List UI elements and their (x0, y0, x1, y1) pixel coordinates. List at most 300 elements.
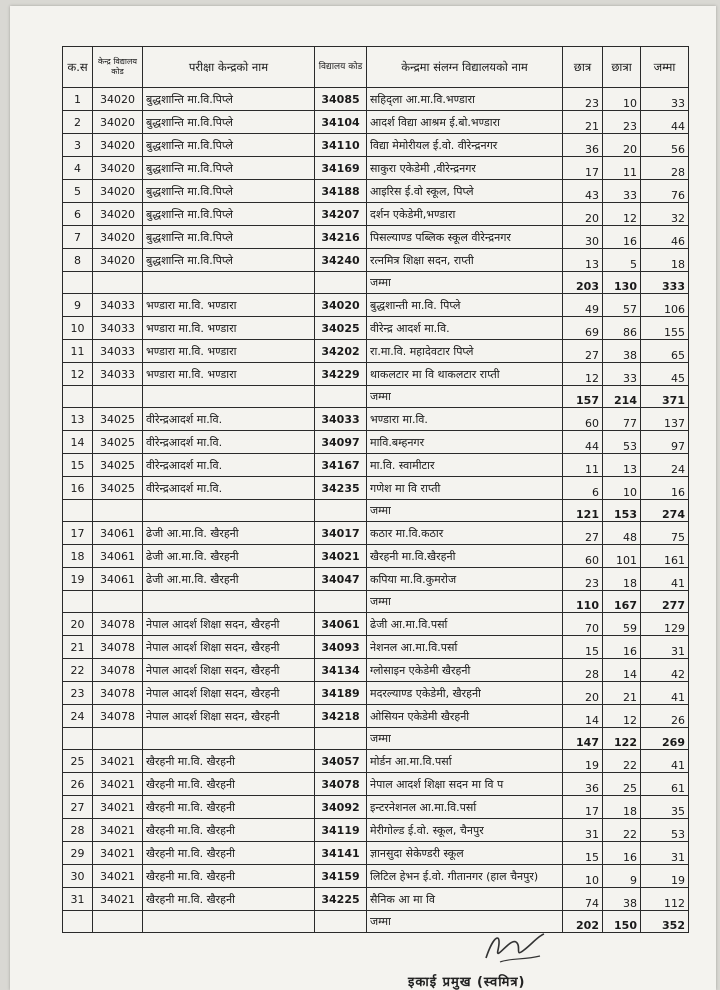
row-girls: 38 (603, 340, 641, 363)
row-school-code: 34097 (315, 431, 367, 454)
row-center-code: 34020 (93, 134, 143, 157)
row-boys: 28 (563, 659, 603, 682)
table-row (63, 888, 689, 911)
row-center-name: खैरहनी मा.वि. खैरहनी (143, 842, 315, 865)
row-school-name: ओसियन एकेडेमी खैरहनी (367, 705, 563, 728)
row-sn: 20 (63, 613, 93, 636)
total-girls: 167 (603, 591, 641, 613)
row-center-name: खैरहनी मा.वि. खैरहनी (143, 750, 315, 773)
row-center-name: खैरहनी मा.वि. खैरहनी (143, 796, 315, 819)
row-center-name: भण्डारा मा.वि. भण्डारा (143, 317, 315, 340)
row-girls: 18 (603, 796, 641, 819)
row-school-name: इन्टरनेशनल आ.मा.वि.पर्सा (367, 796, 563, 819)
total-blank-sn (63, 500, 93, 522)
row-boys: 19 (563, 750, 603, 773)
row-center-code: 34078 (93, 636, 143, 659)
table-row (63, 249, 689, 272)
total-total: 277 (641, 591, 689, 613)
row-sn: 17 (63, 522, 93, 545)
total-boys: 157 (563, 386, 603, 408)
row-girls: 18 (603, 568, 641, 591)
total-label: जम्मा (367, 911, 563, 933)
table-row (63, 682, 689, 705)
total-girls: 214 (603, 386, 641, 408)
row-sn: 18 (63, 545, 93, 568)
total-girls: 150 (603, 911, 641, 933)
table-row (63, 545, 689, 568)
row-total: 161 (641, 545, 689, 568)
row-center-code: 34078 (93, 613, 143, 636)
row-center-code: 34033 (93, 363, 143, 386)
row-school-code: 34207 (315, 203, 367, 226)
table-row (63, 636, 689, 659)
row-sn: 2 (63, 111, 93, 134)
row-boys: 30 (563, 226, 603, 249)
total-blank-code (93, 911, 143, 933)
row-school-name: सहिद्ला आ.मा.वि.भण्डारा (367, 88, 563, 111)
row-center-name: नेपाल आदर्श शिक्षा सदन, खैरहनी (143, 659, 315, 682)
row-sn: 27 (63, 796, 93, 819)
total-blank-school-code (315, 591, 367, 613)
row-girls: 16 (603, 842, 641, 865)
row-center-code: 34020 (93, 88, 143, 111)
row-total: 155 (641, 317, 689, 340)
header-row (63, 47, 689, 88)
row-girls: 10 (603, 88, 641, 111)
row-school-code: 34033 (315, 408, 367, 431)
row-center-name: बुद्धशान्ति मा.वि.पिप्ले (143, 249, 315, 272)
row-sn: 15 (63, 454, 93, 477)
row-boys: 20 (563, 203, 603, 226)
row-school-name: नेपाल आदर्श शिक्षा सदन मा वि प (367, 773, 563, 796)
row-sn: 26 (63, 773, 93, 796)
row-sn: 19 (63, 568, 93, 591)
total-blank-center (143, 386, 315, 408)
table-row (63, 819, 689, 842)
table-row (63, 340, 689, 363)
row-boys: 70 (563, 613, 603, 636)
row-total: 45 (641, 363, 689, 386)
row-boys: 43 (563, 180, 603, 203)
row-school-name: ज्ञानसुदा सेकेण्डरी स्कूल (367, 842, 563, 865)
row-center-code: 34025 (93, 408, 143, 431)
row-center-code: 34061 (93, 545, 143, 568)
row-total: 26 (641, 705, 689, 728)
table-row (63, 157, 689, 180)
total-blank-center (143, 500, 315, 522)
table-row (63, 796, 689, 819)
row-girls: 33 (603, 180, 641, 203)
total-blank-sn (63, 272, 93, 294)
table-row (63, 659, 689, 682)
group-total-row (63, 591, 689, 613)
row-center-code: 34020 (93, 203, 143, 226)
row-school-code: 34240 (315, 249, 367, 272)
row-school-code: 34134 (315, 659, 367, 682)
row-center-code: 34025 (93, 477, 143, 500)
row-school-name: वीरेन्द्र आदर्श मा.वि. (367, 317, 563, 340)
total-total: 352 (641, 911, 689, 933)
row-boys: 36 (563, 134, 603, 157)
row-center-name: ढेजी आ.मा.वि. खैरहनी (143, 568, 315, 591)
total-blank-sn (63, 591, 93, 613)
header-total: जम्मा (641, 47, 689, 88)
row-boys: 60 (563, 408, 603, 431)
table-row (63, 522, 689, 545)
row-total: 97 (641, 431, 689, 454)
row-center-name: बुद्धशान्ति मा.वि.पिप्ले (143, 203, 315, 226)
row-total: 75 (641, 522, 689, 545)
row-boys: 17 (563, 796, 603, 819)
row-school-name: गणेश मा वि राप्ती (367, 477, 563, 500)
row-center-name: नेपाल आदर्श शिक्षा सदन, खैरहनी (143, 613, 315, 636)
row-sn: 12 (63, 363, 93, 386)
row-girls: 101 (603, 545, 641, 568)
total-blank-code (93, 728, 143, 750)
total-boys: 121 (563, 500, 603, 522)
row-sn: 9 (63, 294, 93, 317)
total-girls: 153 (603, 500, 641, 522)
row-total: 35 (641, 796, 689, 819)
row-total: 129 (641, 613, 689, 636)
row-sn: 6 (63, 203, 93, 226)
row-school-code: 34119 (315, 819, 367, 842)
row-total: 24 (641, 454, 689, 477)
row-school-name: ग्लोसाइन एकेडेमी खैरहनी (367, 659, 563, 682)
row-sn: 25 (63, 750, 93, 773)
row-school-name: नेशनल आ.मा.वि.पर्सा (367, 636, 563, 659)
row-sn: 21 (63, 636, 93, 659)
row-center-name: खैरहनी मा.वि. खैरहनी (143, 773, 315, 796)
row-school-code: 34225 (315, 888, 367, 911)
row-school-name: कठार मा.वि.कठार (367, 522, 563, 545)
row-sn: 13 (63, 408, 93, 431)
row-center-code: 34025 (93, 431, 143, 454)
row-total: 56 (641, 134, 689, 157)
row-school-code: 34104 (315, 111, 367, 134)
table-row (63, 705, 689, 728)
row-sn: 28 (63, 819, 93, 842)
row-school-name: मा.वि. स्वामीटार (367, 454, 563, 477)
row-center-name: भण्डारा मा.वि. भण्डारा (143, 363, 315, 386)
row-girls: 53 (603, 431, 641, 454)
row-sn: 29 (63, 842, 93, 865)
total-blank-center (143, 591, 315, 613)
table-row (63, 454, 689, 477)
row-school-code: 34159 (315, 865, 367, 888)
table-row (63, 842, 689, 865)
table-row (63, 363, 689, 386)
row-center-name: वीरेन्द्रआदर्श मा.वि. (143, 431, 315, 454)
total-label: जम्मा (367, 386, 563, 408)
total-boys: 147 (563, 728, 603, 750)
total-total: 274 (641, 500, 689, 522)
row-school-code: 34202 (315, 340, 367, 363)
total-blank-school-code (315, 728, 367, 750)
row-center-code: 34025 (93, 454, 143, 477)
row-total: 41 (641, 568, 689, 591)
row-girls: 21 (603, 682, 641, 705)
total-blank-sn (63, 911, 93, 933)
row-school-code: 34057 (315, 750, 367, 773)
row-sn: 8 (63, 249, 93, 272)
row-sn: 24 (63, 705, 93, 728)
table-row (63, 317, 689, 340)
row-sn: 30 (63, 865, 93, 888)
unit-head-stamp: इकाई प्रमुख (स्वमित्र) (408, 975, 526, 990)
row-girls: 12 (603, 705, 641, 728)
total-boys: 202 (563, 911, 603, 933)
row-girls: 14 (603, 659, 641, 682)
row-boys: 20 (563, 682, 603, 705)
row-center-name: खैरहनी मा.वि. खैरहनी (143, 865, 315, 888)
row-center-name: बुद्धशान्ति मा.वि.पिप्ले (143, 180, 315, 203)
row-boys: 17 (563, 157, 603, 180)
row-girls: 48 (603, 522, 641, 545)
row-boys: 27 (563, 522, 603, 545)
row-girls: 23 (603, 111, 641, 134)
row-total: 44 (641, 111, 689, 134)
row-boys: 60 (563, 545, 603, 568)
row-girls: 25 (603, 773, 641, 796)
table-row (63, 226, 689, 249)
row-sn: 3 (63, 134, 93, 157)
row-girls: 9 (603, 865, 641, 888)
row-center-code: 34021 (93, 796, 143, 819)
row-school-code: 34092 (315, 796, 367, 819)
row-sn: 11 (63, 340, 93, 363)
row-school-name: मेरीगोल्ड ई.वो. स्कूल, चैनपुर (367, 819, 563, 842)
row-total: 137 (641, 408, 689, 431)
row-center-name: बुद्धशान्ति मा.वि.पिप्ले (143, 226, 315, 249)
row-total: 53 (641, 819, 689, 842)
row-center-name: वीरेन्द्रआदर्श मा.वि. (143, 477, 315, 500)
row-sn: 5 (63, 180, 93, 203)
row-school-code: 34218 (315, 705, 367, 728)
row-boys: 15 (563, 842, 603, 865)
row-boys: 49 (563, 294, 603, 317)
row-total: 42 (641, 659, 689, 682)
row-boys: 21 (563, 111, 603, 134)
row-girls: 77 (603, 408, 641, 431)
row-center-code: 34021 (93, 842, 143, 865)
row-total: 41 (641, 682, 689, 705)
total-blank-center (143, 728, 315, 750)
row-school-code: 34025 (315, 317, 367, 340)
total-blank-center (143, 911, 315, 933)
row-girls: 10 (603, 477, 641, 500)
total-blank-center (143, 272, 315, 294)
row-center-code: 34061 (93, 522, 143, 545)
row-school-name: विद्या मेमोरीयल ई.वो. वीरेन्द्रनगर (367, 134, 563, 157)
row-boys: 14 (563, 705, 603, 728)
row-boys: 44 (563, 431, 603, 454)
row-sn: 22 (63, 659, 93, 682)
table-row (63, 88, 689, 111)
row-center-name: ढेजी आ.मा.वि. खैरहनी (143, 545, 315, 568)
row-school-code: 34141 (315, 842, 367, 865)
row-girls: 16 (603, 636, 641, 659)
row-school-name: बुद्धशान्ती मा.वि. पिप्ले (367, 294, 563, 317)
row-center-code: 34021 (93, 819, 143, 842)
row-total: 31 (641, 636, 689, 659)
row-boys: 15 (563, 636, 603, 659)
row-school-name: साकुरा एकेडेमी ,वीरेन्द्रनगर (367, 157, 563, 180)
row-center-name: भण्डारा मा.वि. भण्डारा (143, 340, 315, 363)
header-sn: क.स (63, 47, 93, 88)
row-school-name: मोर्डन आ.मा.वि.पर्सा (367, 750, 563, 773)
row-center-code: 34078 (93, 659, 143, 682)
row-school-code: 34216 (315, 226, 367, 249)
total-girls: 130 (603, 272, 641, 294)
row-center-name: बुद्धशान्ति मा.वि.पिप्ले (143, 111, 315, 134)
table-row (63, 613, 689, 636)
header-boys: छात्र (563, 47, 603, 88)
table-row (63, 477, 689, 500)
row-center-code: 34061 (93, 568, 143, 591)
row-girls: 12 (603, 203, 641, 226)
row-school-code: 34020 (315, 294, 367, 317)
row-sn: 4 (63, 157, 93, 180)
header-school-name: केन्द्रमा संलग्न विद्यालयको नाम (367, 47, 563, 88)
row-total: 19 (641, 865, 689, 888)
total-blank-code (93, 272, 143, 294)
row-school-code: 34188 (315, 180, 367, 203)
total-label: जम्मा (367, 500, 563, 522)
row-center-code: 34033 (93, 317, 143, 340)
row-center-code: 34021 (93, 750, 143, 773)
group-total-row (63, 728, 689, 750)
row-center-name: भण्डारा मा.वि. भण्डारा (143, 294, 315, 317)
row-girls: 86 (603, 317, 641, 340)
group-total-row (63, 911, 689, 933)
row-boys: 69 (563, 317, 603, 340)
row-center-name: बुद्धशान्ति मा.वि.पिप्ले (143, 134, 315, 157)
total-girls: 122 (603, 728, 641, 750)
row-girls: 16 (603, 226, 641, 249)
row-school-name: थाकलटार मा वि थाकलटार राप्ती (367, 363, 563, 386)
document-page (10, 6, 716, 990)
row-school-name: पिसल्याण्ड पब्लिक स्कूल वीरेन्द्रनगर (367, 226, 563, 249)
table-row (63, 111, 689, 134)
group-total-row (63, 500, 689, 522)
header-center-name: परीक्षा केन्द्रको नाम (143, 47, 315, 88)
row-school-code: 34093 (315, 636, 367, 659)
row-school-code: 34085 (315, 88, 367, 111)
row-boys: 36 (563, 773, 603, 796)
row-center-code: 34033 (93, 340, 143, 363)
table-row (63, 180, 689, 203)
row-center-code: 34020 (93, 226, 143, 249)
row-center-code: 34021 (93, 888, 143, 911)
row-total: 18 (641, 249, 689, 272)
header-center-code: केन्द्र विद्यालय कोड (93, 47, 143, 88)
row-school-name: आइरिस ई.वो स्कूल, पिप्ले (367, 180, 563, 203)
row-total: 76 (641, 180, 689, 203)
row-sn: 1 (63, 88, 93, 111)
row-school-code: 34167 (315, 454, 367, 477)
row-center-name: वीरेन्द्रआदर्श मा.वि. (143, 454, 315, 477)
row-center-code: 34078 (93, 682, 143, 705)
row-girls: 22 (603, 750, 641, 773)
row-school-name: मावि.बम्हनगर (367, 431, 563, 454)
total-blank-sn (63, 386, 93, 408)
row-school-name: दर्शन एकेडेमी,भण्डारा (367, 203, 563, 226)
row-girls: 11 (603, 157, 641, 180)
row-sn: 23 (63, 682, 93, 705)
row-boys: 13 (563, 249, 603, 272)
row-school-name: सैनिक आ मा वि (367, 888, 563, 911)
row-school-code: 34021 (315, 545, 367, 568)
total-blank-code (93, 386, 143, 408)
row-boys: 10 (563, 865, 603, 888)
row-sn: 10 (63, 317, 93, 340)
row-school-code: 34229 (315, 363, 367, 386)
table-body (63, 88, 689, 933)
exam-center-table (62, 46, 689, 933)
row-sn: 7 (63, 226, 93, 249)
total-boys: 110 (563, 591, 603, 613)
row-girls: 38 (603, 888, 641, 911)
total-blank-school-code (315, 911, 367, 933)
row-girls: 59 (603, 613, 641, 636)
row-school-name: आदर्श विद्या आश्रम ई.बो.भण्डारा (367, 111, 563, 134)
total-blank-school-code (315, 500, 367, 522)
row-center-code: 34020 (93, 180, 143, 203)
row-total: 32 (641, 203, 689, 226)
row-sn: 31 (63, 888, 93, 911)
group-total-row (63, 272, 689, 294)
row-boys: 11 (563, 454, 603, 477)
row-school-code: 34047 (315, 568, 367, 591)
row-school-code: 34169 (315, 157, 367, 180)
row-sn: 16 (63, 477, 93, 500)
row-total: 31 (641, 842, 689, 865)
row-school-name: ढेजी आ.मा.वि.पर्सा (367, 613, 563, 636)
signature-icon (480, 928, 550, 968)
total-blank-school-code (315, 386, 367, 408)
row-boys: 31 (563, 819, 603, 842)
total-total: 371 (641, 386, 689, 408)
row-total: 112 (641, 888, 689, 911)
total-label: जम्मा (367, 272, 563, 294)
table-row (63, 750, 689, 773)
row-total: 33 (641, 88, 689, 111)
row-girls: 57 (603, 294, 641, 317)
table-row (63, 865, 689, 888)
row-boys: 23 (563, 568, 603, 591)
row-girls: 5 (603, 249, 641, 272)
total-total: 333 (641, 272, 689, 294)
row-boys: 27 (563, 340, 603, 363)
row-center-code: 34021 (93, 865, 143, 888)
row-center-code: 34020 (93, 111, 143, 134)
row-school-name: मदरल्याण्ड एकेडेमी, खैरहनी (367, 682, 563, 705)
row-school-code: 34078 (315, 773, 367, 796)
row-center-code: 34033 (93, 294, 143, 317)
total-blank-code (93, 500, 143, 522)
table-row (63, 134, 689, 157)
header-girls: छात्रा (603, 47, 641, 88)
row-total: 61 (641, 773, 689, 796)
row-school-code: 34235 (315, 477, 367, 500)
table-row (63, 773, 689, 796)
row-total: 16 (641, 477, 689, 500)
row-center-code: 34078 (93, 705, 143, 728)
row-total: 65 (641, 340, 689, 363)
table-row (63, 431, 689, 454)
row-total: 106 (641, 294, 689, 317)
